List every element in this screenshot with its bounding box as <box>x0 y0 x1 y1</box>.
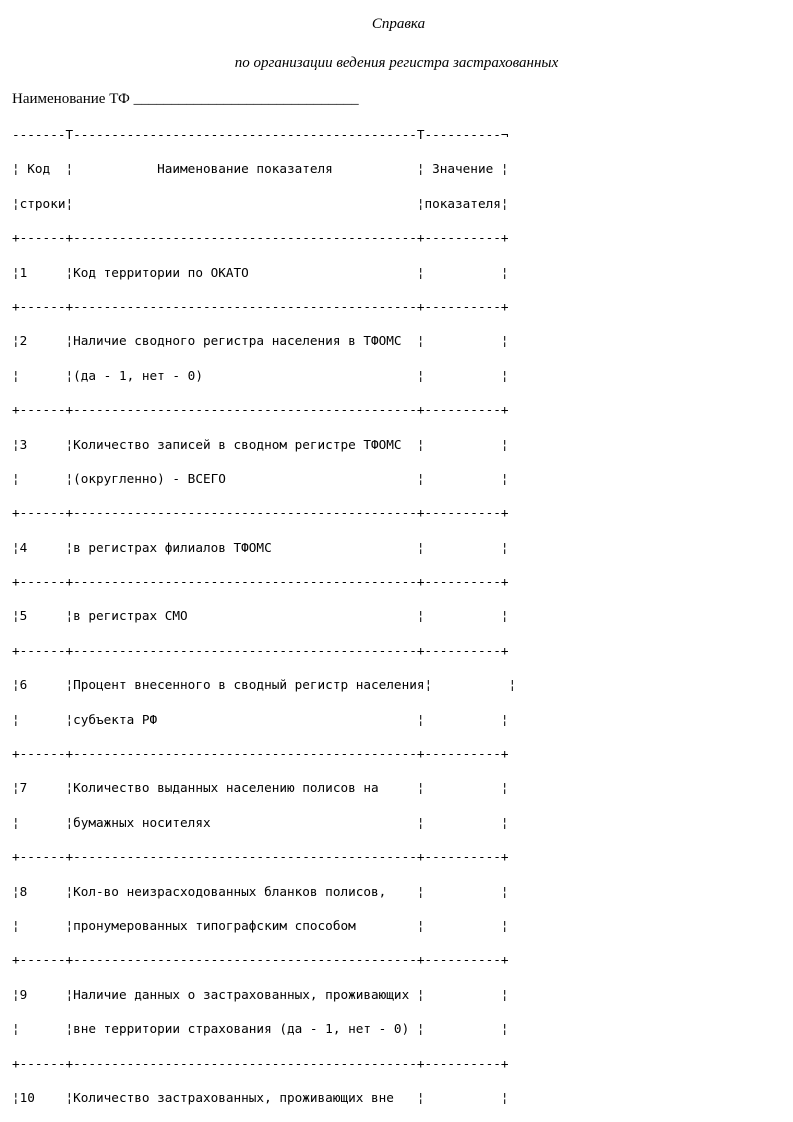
table-line: -------T---------------------------------------------T----------¬ <box>12 127 509 142</box>
table-line: ¦2 ¦Наличие сводного регистра населения в ТФОМС ¦ ¦ <box>12 333 509 349</box>
table-line: ¦ ¦бумажных носителях ¦ ¦ <box>12 814 509 830</box>
table-line: +------+---------------------------------------------+----------+ <box>12 402 509 418</box>
table-line: +------+---------------------------------------------+----------+ <box>12 298 509 314</box>
table-line: ¦ ¦(да - 1, нет - 0) ¦ ¦ <box>12 367 509 383</box>
table-line: ¦ Код ¦ Наименование показателя ¦ Значение ¦ <box>12 161 509 177</box>
document-title: Справка <box>371 16 426 32</box>
table-line: ¦6 ¦Процент внесенного в сводный регистр населения¦ ¦ <box>12 677 517 693</box>
table-line: +------+---------------------------------------------+----------+ <box>12 574 509 590</box>
table-line: ¦5 ¦в регистрах СМО ¦ ¦ <box>12 608 509 624</box>
table-line: +------+---------------------------------------------+----------+ <box>12 642 509 658</box>
table-line: +------+---------------------------------------------+----------+ <box>12 849 509 865</box>
table-line: ¦4 ¦в регистрах филиалов ТФОМС ¦ ¦ <box>12 539 509 555</box>
table-line: +------+---------------------------------------------+----------+ <box>12 746 509 762</box>
table-line: ¦7 ¦Количество выданных населению полисов на ¦ ¦ <box>12 780 509 796</box>
table-line: +------+---------------------------------------------+----------+ <box>12 952 509 968</box>
document-subtitle: по организации ведения регистра застрахованных <box>234 55 559 71</box>
table-line: ¦8 ¦Кол-во неизрасходованных бланков полисов, ¦ ¦ <box>12 883 509 899</box>
tf-name-field: Наименование ТФ ______________________________ <box>12 91 359 107</box>
table-line: ¦ ¦пронумерованных типографским способом ¦ ¦ <box>12 917 509 933</box>
table-line: +------+---------------------------------------------+----------+ <box>12 1055 509 1071</box>
table-line: +------+---------------------------------------------+----------+ <box>12 230 509 246</box>
table-line: +------+---------------------------------------------+----------+ <box>12 505 509 521</box>
table-line: ¦10 ¦Количество застрахованных, проживающих вне ¦ ¦ <box>12 1089 509 1105</box>
table-line: ¦3 ¦Количество записей в сводном регистре ТФОМС ¦ ¦ <box>12 436 509 452</box>
table-line: ¦1 ¦Код территории по ОКАТО ¦ ¦ <box>12 264 509 280</box>
table-line: ¦строки¦ ¦показателя¦ <box>12 195 509 211</box>
table-line: ¦ ¦вне территории страхования (да - 1, нет - 0) ¦ ¦ <box>12 1021 509 1037</box>
table-line: ¦ ¦(округленно) - ВСЕГО ¦ ¦ <box>12 470 509 486</box>
table-line: ¦9 ¦Наличие данных о застрахованных, проживающих ¦ ¦ <box>12 986 509 1002</box>
pseudographic-table <box>12 125 516 1122</box>
table-line: ¦ ¦субъекта РФ ¦ ¦ <box>12 711 509 727</box>
